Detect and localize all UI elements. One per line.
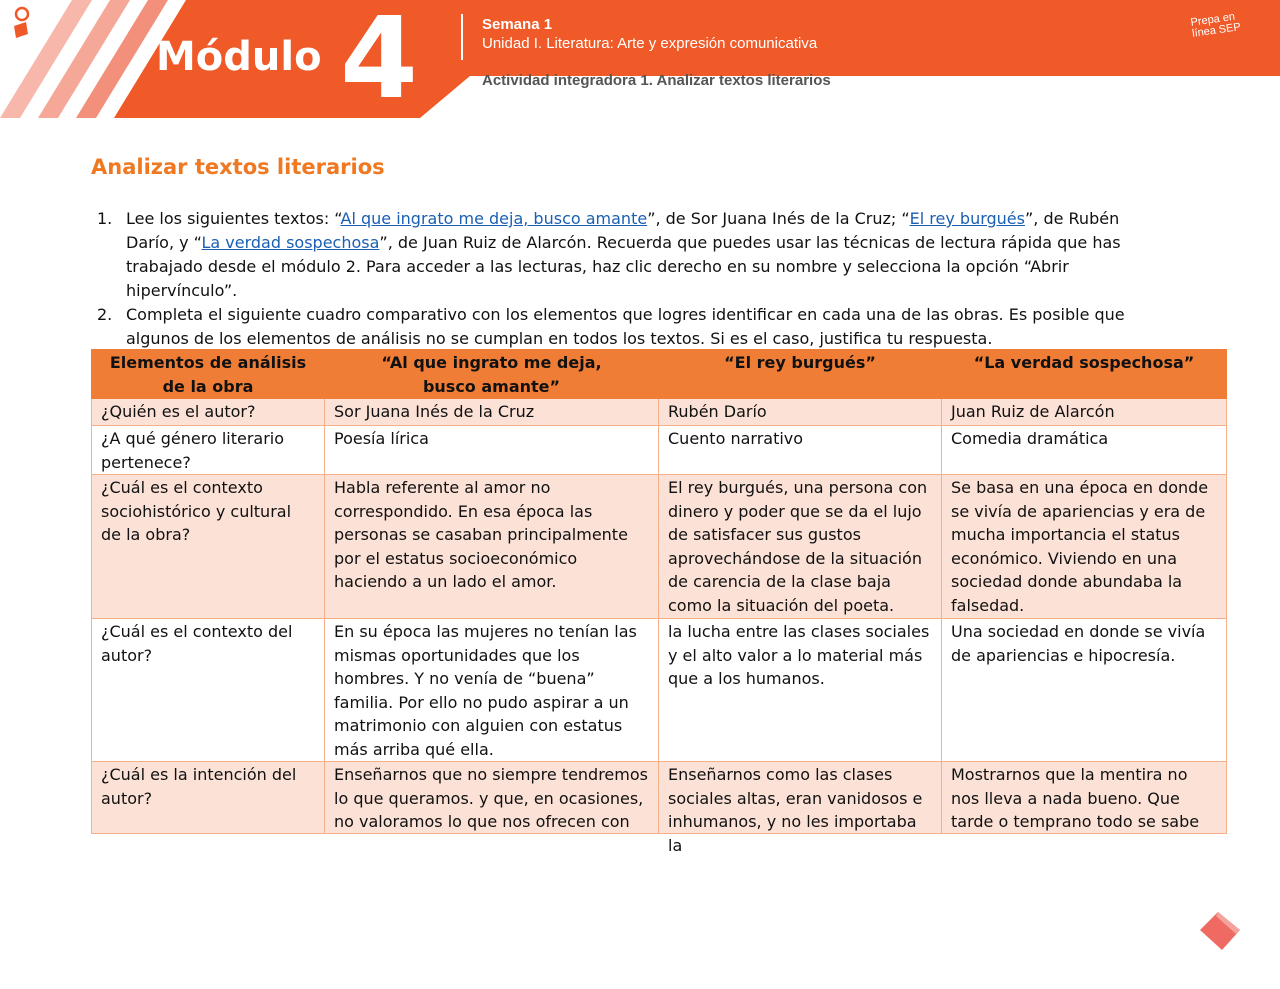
- module-number: 4: [340, 0, 418, 124]
- link-la-verdad-sospechosa[interactable]: La verdad sospechosa: [201, 233, 380, 252]
- table-cell: Una sociedad en donde se vivía de apariencias e hipocresía.: [942, 619, 1227, 762]
- instruction-item: [91, 207, 1171, 303]
- table-cell: En su época las mujeres no tenían las mismas oportunidades que los hombres. Y no venía de “buena” familia. Por ello no pudo aspirar a un matrimonio con alguien con estatus más arriba qué ella.: [325, 619, 659, 762]
- table-cell: Sor Juana Inés de la Cruz: [325, 399, 659, 426]
- table-row: [92, 475, 1227, 619]
- corner-diamond-icon: [1196, 908, 1244, 954]
- table-cell: Habla referente al amor no correspondido. En esa época las personas se casaban principalmente por el estatus socioeconómico haciendo a un lado el amor.: [325, 475, 659, 619]
- link-el-rey-burgues[interactable]: El rey burgués: [909, 209, 1025, 228]
- prepa-en-linea-logo-icon: [0, 0, 70, 48]
- module-label: Módulo: [156, 34, 322, 80]
- table-cell: ¿Cuál es el contexto sociohistórico y cultural de la obra?: [92, 475, 325, 619]
- table-header-row: [92, 350, 1227, 399]
- week-label: Semana 1: [482, 16, 553, 33]
- logo-text: Prepa en línea SEP: [1189, 10, 1242, 40]
- link-al-que-ingrato[interactable]: Al que ingrato me deja, busco amante: [340, 209, 648, 228]
- instruction-text: ”, de Rubén Darío, y “: [126, 209, 1120, 252]
- unit-label: Unidad I. Literatura: Arte y expresión comunicativa: [482, 35, 818, 52]
- table-cell: ¿Cuál es el contexto del autor?: [92, 619, 325, 762]
- instructions-list: [91, 207, 1171, 351]
- instruction-item: [91, 303, 1171, 351]
- document-title: Analizar textos literarios: [91, 155, 385, 179]
- table-cell: Comedia dramática: [942, 426, 1227, 475]
- instruction-number: 2.: [97, 305, 113, 324]
- instruction-number: 1.: [97, 209, 113, 228]
- header-el-rey-burgues: “El rey burgués”: [659, 350, 942, 399]
- comparison-table: [91, 349, 1227, 855]
- table-cell: la lucha entre las clases sociales y el alto valor a lo material más que a los humanos.: [659, 619, 942, 762]
- table-cell: Mostrarnos que la mentira no nos lleva a nada bueno. Que tarde o temprano todo se sabe: [942, 762, 1227, 834]
- instruction-text: Lee los siguientes textos: “: [126, 209, 341, 228]
- header-elements: Elementos de análisis de la obra: [92, 350, 325, 399]
- table-cell: Cuento narrativo: [659, 426, 942, 475]
- instruction-text: ”, de Sor Juana Inés de la Cruz; “: [647, 209, 910, 228]
- header-al-que-ingrato: “Al que ingrato me deja, busco amante”: [325, 350, 659, 399]
- table-cell: Poesía lírica: [325, 426, 659, 475]
- table-cell: ¿Quién es el autor?: [92, 399, 325, 426]
- table-cell: Se basa en una época en donde se vivía de apariencias y era de mucha importancia el status económico. Viviendo en una sociedad donde abundaba la falsedad.: [942, 475, 1227, 619]
- header-la-verdad-sospechosa: “La verdad sospechosa”: [942, 350, 1227, 399]
- table-cell: Enseñarnos que no siempre tendremos lo que queramos. y que, en ocasiones, no valoramos lo que nos ofrecen con: [325, 762, 659, 834]
- activity-label: Actividad integradora 1. Analizar textos literarios: [482, 72, 831, 89]
- instruction-text: ”, de Juan Ruiz de Alarcón. Recuerda que puedes usar las técnicas de lectura rápida que has trabajado desde el módulo 2. Para acceder a las lecturas, haz clic derecho en su nombre y selecciona la opción “Abrir hipervínculo”.: [126, 233, 1121, 300]
- table-cell: El rey burgués, una persona con dinero y poder que se da el lujo de satisfacer sus gustos aprovechándose de la situación de carencia de la clase baja como la situación del poeta.: [659, 475, 942, 619]
- header-divider: [461, 14, 463, 60]
- page-header: [0, 0, 1280, 124]
- table-cell: ¿Cuál es la intención del autor?: [92, 762, 325, 834]
- table-cell: Juan Ruiz de Alarcón: [942, 399, 1227, 426]
- table-cell: ¿A qué género literario pertenece?: [92, 426, 325, 475]
- table-cell: Rubén Darío: [659, 399, 942, 426]
- instruction-text: Completa el siguiente cuadro comparativo con los elementos que logres identificar en cada una de las obras. Es posible que algunos de los elementos de análisis no se cumplan en todos los textos. Si es el caso, justifica tu respuesta.: [126, 305, 1125, 348]
- table-row: [92, 399, 1227, 426]
- table-cell: Enseñarnos como las clases sociales altas, eran vanidosos e inhumanos, y no les importaba la: [659, 762, 942, 834]
- table-row: [92, 762, 1227, 834]
- table-row: [92, 426, 1227, 475]
- table-row: [92, 619, 1227, 762]
